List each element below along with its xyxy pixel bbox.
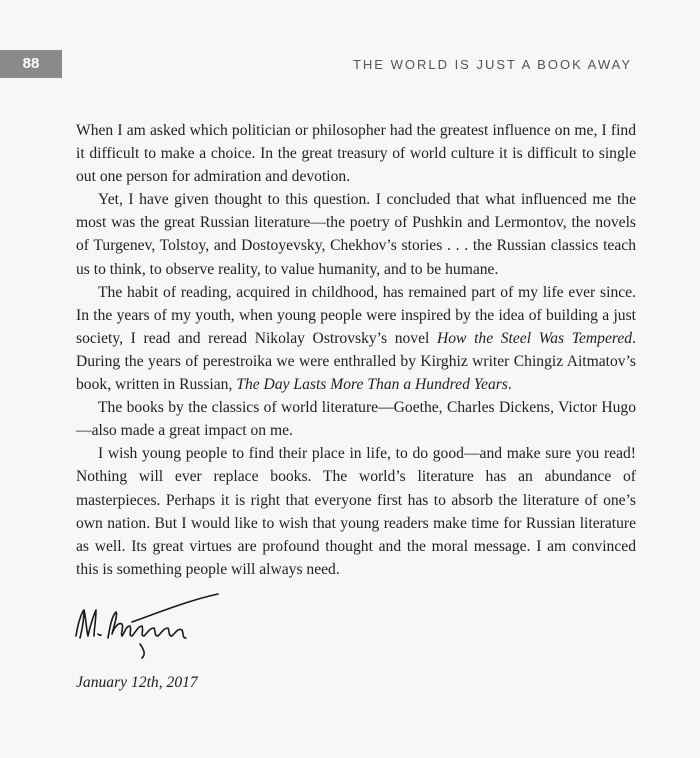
book-title-steel: How the Steel Was Tempered bbox=[436, 329, 633, 347]
date: January 12th, 2017 bbox=[76, 674, 198, 691]
page-number: 88 bbox=[0, 50, 62, 78]
paragraph-2: Yet, I have given thought to this question. I concluded that what influenced me the most was the great Russian literature—the poetry of Pushkin and Lermontov, the novels of Turgenev, Tolstoy, and Dostoyevsky, Chekhov’s stories . . . the Russian classics teach us to think, to observe reality, to value humanity, and to be humane. bbox=[76, 191, 636, 278]
signature-icon bbox=[70, 592, 230, 662]
paragraph-1: When I am asked which politician or philosopher had the greatest influence on me, I find it difficult to make a choice. In the great treasury of world culture it is difficult to single out one person for admiration and devotion. bbox=[76, 122, 636, 186]
paragraph-5: I wish young people to find their place in life, to do good—and make sure you read! Nothing will ever replace books. The world’s literature has an abundance of masterpieces. Perhaps it is right that everyone first has to absorb the literature of one’s own nation. But I would like to wish that young readers make time for Russian literature as well. Its great virtues are profound thought and the moral message. I am convinced this is something people will always need. bbox=[76, 445, 636, 578]
paragraph-4: The books by the classics of world literature—Goethe, Charles Dickens, Victor Hugo—also made a great impact on me. bbox=[76, 399, 636, 440]
running-head: THE WORLD IS JUST A BOOK AWAY bbox=[352, 57, 632, 72]
paragraph-3 bbox=[76, 281, 636, 396]
body-text bbox=[76, 119, 636, 581]
paragraph-3-text-c: . bbox=[507, 376, 512, 394]
book-title-day: The Day Lasts More Than a Hundred Years bbox=[236, 376, 508, 394]
paragraph-3-text-a: The habit of reading, acquired in childhood, has remained part of my life ever since. In the years of my youth, when young people were inspired by the idea of building a just society, I read and reread Nikolay Ostrovsky’s novel bbox=[76, 283, 636, 347]
paragraph-3-text-b: . During the years of perestroika we were enthralled by Kirghiz writer Chingiz Aitmatov’s book, written in Russian, bbox=[76, 329, 636, 394]
